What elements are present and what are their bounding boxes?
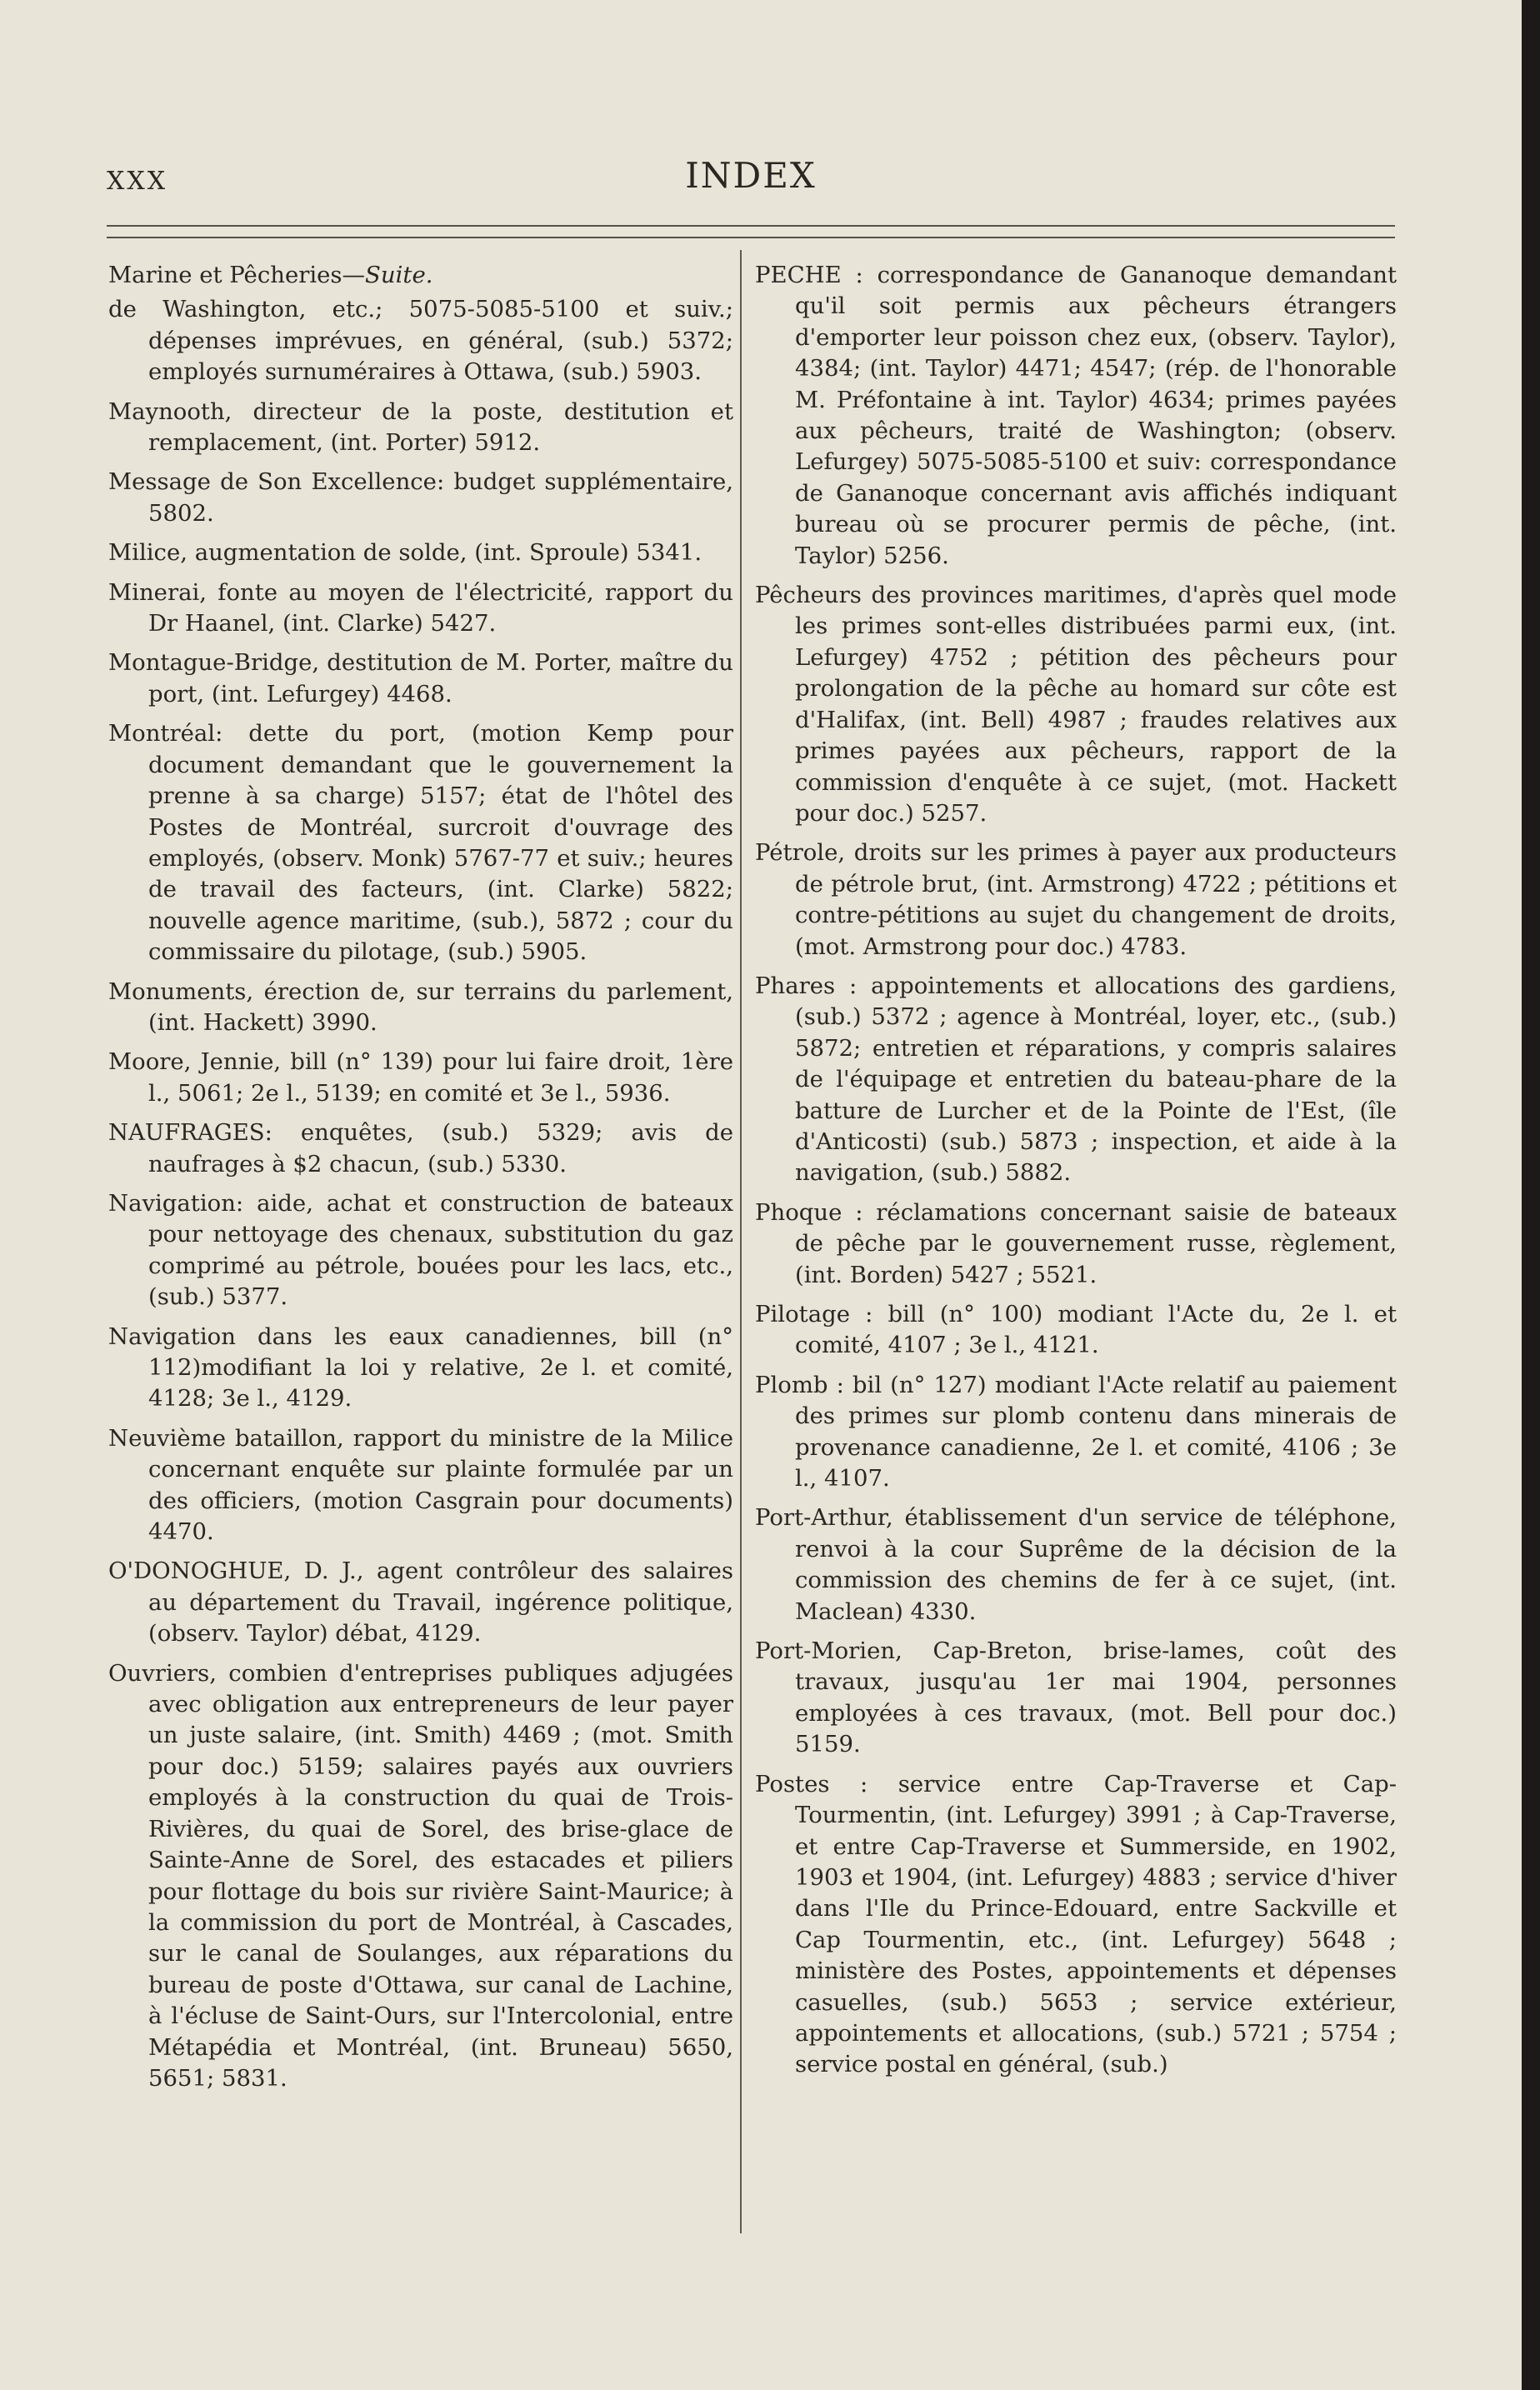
- index-entry: O'DONOGHUE, D. J., agent contrôleur des salaires au département du Travail, ingérence politique, (observ. Taylor) débat, 4129.: [108, 1558, 733, 1648]
- index-entry: Minerai, fonte au moyen de l'électricité, rapport du Dr Haanel, (int. Clarke) 5427.: [108, 578, 733, 638]
- header-rule-top: [107, 225, 1395, 227]
- index-entry: Moore, Jennie, bill (n° 139) pour lui faire droit, 1ère l., 5061; 2e l., 5139; en comité et 3e l., 5936.: [108, 1048, 733, 1107]
- column-divider: [740, 250, 742, 2233]
- page-title: INDEX: [685, 155, 817, 196]
- index-entry: Phares : appointements et allocations des gardiens, (sub.) 5372 ; agence à Montréal, loyer, etc., (sub.) 5872; entretien et réparations, y compris salaires de l'équipage et entretien du bateau-phare de la batture de Lurcher et de la Pointe de l'Est, (île d'Anticosti) (sub.) 5873 ; inspection, et aide à la navigation, (sub.) 5882.: [755, 972, 1397, 1187]
- index-entry: Montague-Bridge, destitution de M. Porter, maître du port, (int. Lefurgey) 4468.: [108, 649, 733, 708]
- right-column: [755, 260, 1397, 2089]
- index-entry: Port-Morien, Cap-Breton, brise-lames, coût des travaux, jusqu'au 1er mai 1904, personnes employées à ces travaux, (mot. Bell pour doc.) 5159.: [755, 1638, 1397, 1758]
- continued-heading-text: Marine et Pêcheries—: [108, 262, 366, 288]
- index-entry: Maynooth, directeur de la poste, destitution et remplacement, (int. Porter) 5912.: [108, 398, 733, 457]
- index-entry: Port-Arthur, établissement d'un service de téléphone, renvoi à la cour Suprême de la décision de la commission des chemins de fer à ce sujet, (int. Maclean) 4330.: [755, 1504, 1397, 1625]
- index-entry: NAUFRAGES: enquêtes, (sub.) 5329; avis de naufrages à $2 chacun, (sub.) 5330.: [108, 1119, 733, 1178]
- index-entry: PECHE : correspondance de Gananoque demandant qu'il soit permis aux pêcheurs étrangers d'emporter leur poisson chez eux, (observ. Taylor), 4384; (int. Taylor) 4471; 4547; (rép. de l'honorable M. Préfontaine à int. Taylor) 4634; primes payées aux pêcheurs, traité de Washington; (observ. Lefurgey) 5075-5085-5100 et suiv: correspondance de Gananoque concernant avis affichés indiquant bureau où se procurer permis de pêche, (int. Taylor) 5256.: [755, 262, 1397, 569]
- index-entry: Ouvriers, combien d'entreprises publiques adjugées avec obligation aux entrepreneurs de leur payer un juste salaire, (int. Smith) 4469 ; (mot. Smith pour doc.) 5159; salaires payés aux ouvriers employés à la construction du quai de Trois-Rivières, du quai de Sorel, des brise-glace de Sainte-Anne de Sorel, des estacades et piliers pour flottage du bois sur rivière Saint-Maurice; à la commission du port de Montréal, à Cascades, sur le canal de Soulanges, aux réparations du bureau de poste d'Ottawa, sur canal de Lachine, à l'écluse de Saint-Ours, sur l'Intercolonial, entre Métapédia et Montréal, (int. Bruneau) 5650, 5651; 5831.: [108, 1659, 733, 2092]
- index-entry: Montréal: dette du port, (motion Kemp pour document demandant que le gouvernement la prenne à sa charge) 5157; état de l'hôtel des Postes de Montréal, surcroit d'ouvrage des employés, (observ. Monk) 5767-77 et suiv.; heures de travail des facteurs, (int. Clarke) 5822; nouvelle agence maritime, (sub.), 5872 ; cour du commissaire du pilotage, (sub.) 5905.: [108, 720, 733, 966]
- continued-suffix: Suite.: [365, 262, 433, 288]
- index-entry: Navigation: aide, achat et construction de bateaux pour nettoyage des chenaux, substitution du gaz comprimé au pétrole, bouées pour les lacs, etc., (sub.) 5377.: [108, 1189, 733, 1311]
- page-number: XXX: [107, 167, 168, 196]
- index-entry: Monuments, érection de, sur terrains du parlement, (int. Hackett) 3990.: [108, 978, 733, 1036]
- index-entry: Milice, augmentation de solde, (int. Sproule) 5341.: [108, 539, 702, 567]
- header-rule-bottom: [107, 237, 1395, 238]
- index-entry: Message de Son Excellence: budget supplémentaire, 5802.: [108, 468, 733, 527]
- continued-heading: [108, 260, 733, 291]
- index-entry: Pilotage : bill (n° 100) modiant l'Acte du, 2e l. et comité, 4107 ; 3e l., 4121.: [755, 1301, 1397, 1359]
- page-edge-shadow: [1522, 0, 1540, 2390]
- index-entry: Plomb : bil (n° 127) modiant l'Acte relatif au paiement des primes sur plomb contenu dans minerais de provenance canadienne, 2e l. et comité, 4106 ; 3e l., 4107.: [755, 1371, 1397, 1492]
- index-entry: Neuvième bataillon, rapport du ministre de la Milice concernant enquête sur plainte formulée par un des officiers, (motion Casgrain pour documents) 4470.: [108, 1424, 733, 1546]
- left-column: [108, 260, 733, 2102]
- index-entry: de Washington, etc.; 5075-5085-5100 et suiv.; dépenses imprévues, en général, (sub.) 5372; employés surnuméraires à Ottawa, (sub.) 5903.: [108, 296, 733, 386]
- index-entry: Navigation dans les eaux canadiennes, bill (n° 112)modifiant la loi y relative, 2e l. et comité, 4128; 3e l., 4129.: [108, 1322, 733, 1412]
- index-entry: Phoque : réclamations concernant saisie de bateaux de pêche par le gouvernement russe, règlement, (int. Borden) 5427 ; 5521.: [755, 1198, 1397, 1288]
- index-entry: Postes : service entre Cap-Traverse et Cap-Tourmentin, (int. Lefurgey) 3991 ; à Cap-Traverse, et entre Cap-Traverse et Summerside, en 1902, 1903 et 1904, (int. Lefurgey) 4883 ; service d'hiver dans l'Ile du Prince-Edouard, entre Sackville et Cap Tourmentin, etc., (int. Lefurgey) 5648 ; ministère des Postes, appointements et dépenses casuelles, (sub.) 5653 ; service extérieur, appointements et allocations, (sub.) 5721 ; 5754 ; service postal en général, (sub.): [755, 1770, 1397, 2078]
- page-header: [107, 155, 1395, 205]
- index-entry: Pêcheurs des provinces maritimes, d'après quel mode les primes sont-elles distribuées parmi eux, (int. Lefurgey) 4752 ; pétition des pêcheurs pour prolongation de la pêche au homard sur côte est d'Halifax, (int. Bell) 4987 ; fraudes relatives aux primes payées aux pêcheurs, rapport de la commission d'enquête à ce sujet, (mot. Hackett pour doc.) 5257.: [755, 582, 1397, 827]
- index-entry: Pétrole, droits sur les primes à payer aux producteurs de pétrole brut, (int. Armstrong) 4722 ; pétitions et contre-pétitions au sujet du changement de droits, (mot. Armstrong pour doc.) 4783.: [755, 839, 1397, 960]
